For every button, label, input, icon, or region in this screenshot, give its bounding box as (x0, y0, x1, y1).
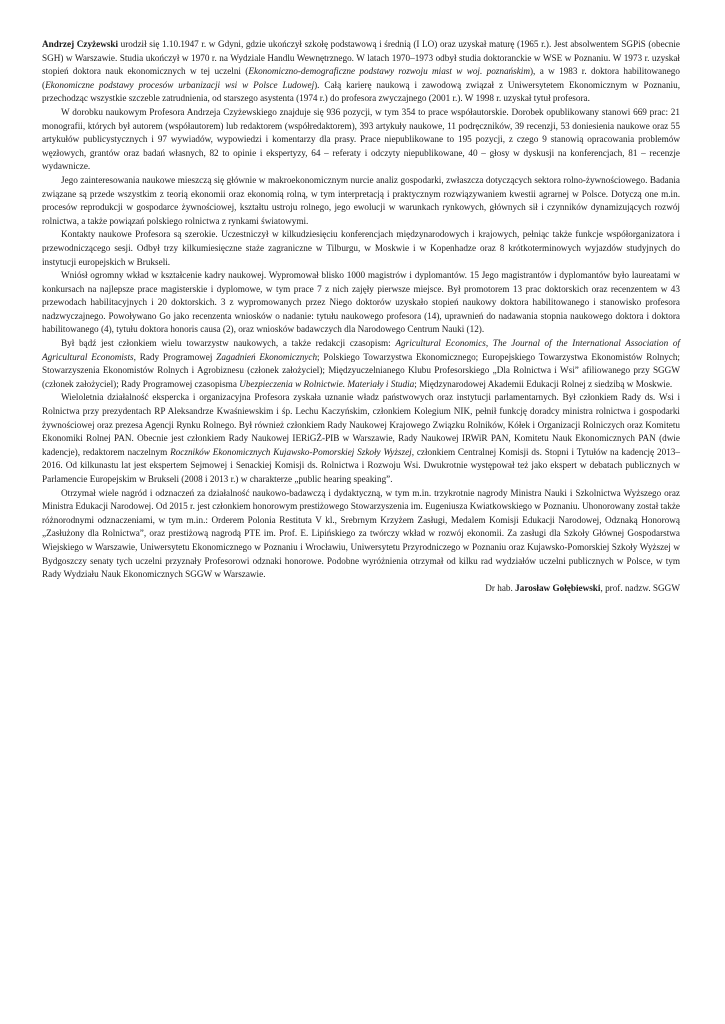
paragraph-publications: W dorobku naukowym Profesora Andrzeja Czyżewskiego znajduje się 936 pozycji, w tym 354 to prace współautorskie. Dorobek opublikowany stanowi 669 prac: 21 monografii, których był autorem (współautorem) lub redaktorem (współredaktorem), 393 artykuły naukowe, 11 podręczników, 39 recenzji, 53 doniesienia naukowe oraz 55 artykułów publicystycznych i 97 wywiadów, wypowiedzi i komentarzy dla prasy. Prace niepublikowane to 195 pozycji, z czego 9 stanowią opracowania problemów węzłowych, grantów oraz badań własnych, 82 to opinie i ekspertyzy, 64 – referaty i odczyty niepublikowane, 40 – głosy w dyskusji na konferencjach, 81 – recenzje wydawnicze. (42, 106, 680, 172)
paragraph-expert-activity: Wieloletnia działalność ekspercka i organizacyjna Profesora zyskała uznanie władz państwowych oraz instytucji parlamentarnych. Był członkiem Rady ds. Wsi i Rolnictwa przy prezydentach RP Aleksandrze Kwaśniewskim i śp. Lechu Kaczyńskim, członkiem Kolegium NIK, pełnił funkcję doradcy ministra rolnictwa i gospodarki żywnościowej oraz prezesa Agencji Rynku Rolnego. Był również członkiem Rady Naukowej Krajowego Związku Rolników, Kółek i Organizacji Rolniczych oraz Komitetu Ekonomiki Rolnej PAN. Obecnie jest członkiem Rady Naukowej IERiGŻ-PIB w Warszawie, Rady Naukowej IRWiR PAN, Komitetu Nauk Ekonomicznych PAN (dwie kadencje), redaktorem naczelnym Roczników Ekonomicznych Kujawsko-Pomorskiej Szkoły Wyższej, członkiem Centralnej Komisji ds. Stopni i Tytułów na kadencję 2013–2016. Od kilkunastu lat jest ekspertem Sejmowej i Senackiej Komisji ds. Rolnictwa i Rozwoju Wsi. Dwukrotnie występował też jako ekspert w debatach publicznych w Parlamencie Europejskim w Brukseli (2008 i 2013 r.) w charakterze „public hearing speaking”. (42, 392, 680, 484)
journal-title: Roczników Ekonomicznych Kujawsko-Pomorskiej Szkoły Wyższej (170, 446, 412, 457)
author-name: Andrzej Czyżewski (42, 39, 119, 49)
doctoral-thesis-title: Ekonomiczno-demograficzne podstawy rozwoju miast w woj. poznańskim (248, 66, 530, 77)
journal-title: Zagadnień Ekonomicznych (216, 351, 318, 362)
habilitation-thesis-title: Ekonomiczne podstawy procesów urbanizacji wsi w Polsce Ludowej (45, 79, 315, 90)
signature-name: Jarosław Gołębiewski (515, 582, 601, 593)
paragraph-scientific-contacts: Kontakty naukowe Profesora są szerokie. Uczestniczył w kilkudziesięciu konferencjach międzynarodowych i krajowych, pełniąc także funkcje współorganizatora i przewodniczącego sesji. Odbył trzy kilkumiesięczne staże zagraniczne w Tilburgu, w Moskwie i w Kopenhadze oraz 8 krótkoterminowych wyjazdów studyjnych do instytucji europejskich w Brukseli. (42, 229, 680, 267)
paragraph-awards: Otrzymał wiele nagród i odznaczeń za działalność naukowo-badawczą i dydaktyczną, w tym m.in. trzykrotnie nagrody Ministra Nauki i Szkolnictwa Wyższego oraz Ministra Edukacji Narodowej. Od 2015 r. jest członkiem honorowym prestiżowego Stowarzyszenia im. Eugeniusza Kwiatkowskiego w Poznaniu. Uhonorowany został także różnorodnymi odznaczeniami, w tym m.in.: Orderem Polonia Restituta V kl., Srebrnym Krzyżem Zasługi, Medalem Komisji Edukacji Narodowej, Odznaką Honorową „Zasłużony dla Rolnictwa”, oraz prestiżową nagrodą PTE im. Prof. E. Lipińskiego za twórczy wkład w rozwój ekonomii. Za zasługi dla Szkoły Głównej Gospodarstwa Wiejskiego w Warszawie, Uniwersytetu Ekonomicznego w Poznaniu i Wrocławiu, Uniwersytetu Przyrodniczego w Poznaniu oraz Kujawsko-Pomorskiej Szkoły Wyższej w Bydgoszczy senaty tych uczelni przyznały Profesorowi odznaki honorowe. Podobne wyróżnienia otrzymał od kilku rad wydziałów uczelni publicznych w Polsce, w tym Rady Wydziału Nauk Ekonomicznych SGGW w Warszawie. (42, 487, 680, 580)
paragraph-memberships: Był bądź jest członkiem wielu towarzystw naukowych, a także redakcji czasopism: Agricultural Economics, The Journal of the International Association of Agricultural Economists, Rady Programowej Zagadnień Ekonomicznych; Polskiego Towarzystwa Ekonomicznego; Europejskiego Towarzystwa Ekonomistów Rolnych; Stowarzyszenia Ekonomistów Rolnych i Agrobiznesu (członek założyciel); Międzyuczelnianego Klubu Profesorskiego „Dla Rolnictwa i Wsi” afiliowanego przy SGGW (członek założyciel); Rady Programowej czasopisma Ubezpieczenia w Rolnictwie. Materiały i Studia; Międzynarodowej Akademii Edukacji Rolnej z siedzibą w Moskwie. (42, 338, 680, 389)
journal-title: The Journal of the International Association of Agricultural Economists (42, 338, 680, 362)
journal-title: Ubezpieczenia w Rolnictwie. Materiały i Studia (239, 378, 415, 389)
document-page (42, 38, 680, 595)
paragraph-research-interests: Jego zainteresowania naukowe mieszczą się głównie w makroekonomicznym nurcie analiz gospodarki, zwłaszcza dotyczących sektora rolno-żywnościowego. Badania związane są przede wszystkim z teorią ekonomii oraz ekonomią rolną, w tym interpretacją i praktycznym rozwiązywaniem kwestii agrarnej w Polsce. Dotyczą one m.in. procesów reprodukcji w gospodarce żywnościowej, kształtu ustroju rolnego, jego ewolucji w warunkach rynkowych, głównych sił i czynników dynamizujących rozwój rolnictwa, a także powiązań polskiego rolnictwa z rynkami światowymi. (42, 174, 680, 226)
signature: Dr hab. Jarosław Gołębiewski, prof. nadzw. SGGW (485, 582, 680, 593)
paragraph-biography: Andrzej Czyżewski urodził się 1.10.1947 r. w Gdyni, gdzie ukończył szkołę podstawową i średnią (I LO) oraz uzyskał maturę (1965 r.). Jest absolwentem SGPiS (obecnie SGH) w Warszawie. Studia ukończył w 1970 r. na Wydziale Handlu Wewnętrznego. W latach 1970–1973 odbył studia doktoranckie w WSE w Poznaniu. W 1973 r. uzyskał stopień doktora nauk ekonomicznych w tej uczelni (Ekonomiczno-demograficzne podstawy rozwoju miast w woj. poznańskim), a w 1983 r. doktora habilitowanego (Ekonomiczne podstawy procesów urbanizacji wsi w Polsce Ludowej). Całą karierę naukową i zawodową związał z Uniwersytetem Ekonomicznym w Poznaniu, przechodząc wszystkie szczeble zatrudnienia, od starszego asystenta (1974 r.) do profesora zwyczajnego (2001 r.). W 1998 r. uzyskał tytuł profesora. (42, 39, 680, 104)
journal-title: Agricultural Economics (395, 338, 486, 349)
paragraph-teaching: Wniósł ogromny wkład w kształcenie kadry naukowej. Wypromował blisko 1000 magistrów i dyplomantów. 15 Jego magistrantów i dyplomantów było laureatami w konkursach na najlepsze prace magisterskie i dyplomowe, w tym prace 7 z nich zajęły pierwsze miejsce. Był promotorem 13 prac doktorskich oraz recenzentem w 43 przewodach habilitacyjnych i 20 doktorskich. 3 z wypromowanych przez Niego doktorów uzyskało stopień naukowy doktora habilitowanego i stanowisko profesora nadzwyczajnego. Powoływano Go jako recenzenta wniosków o nadanie: tytułu naukowego profesora (14), uprawnień do nadawania stopnia naukowego doktora i doktora habilitowanego (4), tytułu doktora honoris causa (2), oraz wniosków badawczych dla Narodowego Centrum Nauki (12). (42, 270, 680, 335)
